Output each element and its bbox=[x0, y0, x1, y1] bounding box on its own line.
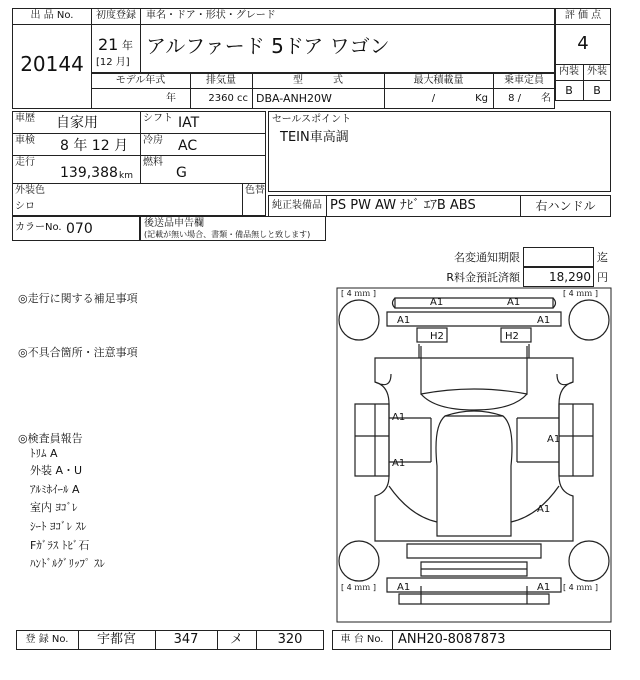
damage-side-left-1: A1 bbox=[392, 412, 406, 423]
fuel: G bbox=[176, 165, 187, 181]
color-no-label: カラーNo. bbox=[15, 222, 62, 233]
name-change-suffix: 迄 bbox=[597, 251, 608, 264]
car-name: アルファード 5ドア ワゴン bbox=[146, 34, 390, 58]
damage-side-right-2: A1 bbox=[537, 504, 551, 515]
recycle-label: R料金預託済額 bbox=[446, 271, 520, 284]
name-change-label: 名変通知期限 bbox=[454, 251, 520, 264]
driving-notes-label: ◎走行に関する補足事項 bbox=[18, 292, 138, 305]
first-reg-label: 初度登録 bbox=[96, 10, 136, 21]
tire-front-left bbox=[339, 300, 379, 340]
post-send-label: 後送品申告欄 bbox=[144, 218, 204, 229]
exterior-grade: B bbox=[593, 84, 601, 97]
lot-no-label: 出 品 No. bbox=[30, 10, 74, 21]
fuel-label: 燃料 bbox=[143, 157, 163, 168]
damage-side-right-1: A1 bbox=[547, 434, 561, 445]
tire-rear-left bbox=[339, 541, 379, 581]
shift-label: シフト bbox=[143, 113, 173, 124]
post-send-note: (記載が無い場合、書類・備品無しと致します) bbox=[144, 230, 311, 239]
model-year-unit: 年 bbox=[166, 93, 176, 104]
damage-front-bumper-left: A1 bbox=[430, 297, 444, 308]
score-label: 評 価 点 bbox=[564, 10, 602, 21]
score: 4 bbox=[577, 33, 589, 54]
damage-side-left-2: A1 bbox=[392, 458, 406, 469]
tire-rear-right bbox=[569, 541, 609, 581]
first-reg-month: [12 月] bbox=[96, 57, 130, 68]
lot-no: 20144 bbox=[20, 52, 84, 76]
tire-depth-front-left: [ 4 ｍｍ ] bbox=[341, 289, 376, 298]
tire-depth-front-right: [ 4 ｍｍ ] bbox=[563, 289, 598, 298]
color-change-label: 色替 bbox=[245, 185, 265, 196]
recycle-unit: 円 bbox=[597, 271, 608, 284]
sales-point: TEIN車高調 bbox=[280, 130, 349, 145]
mileage: 139,388 bbox=[60, 165, 118, 181]
name-change-value bbox=[523, 247, 594, 267]
inspector-line: 室内 ﾖｺﾞﾚ bbox=[30, 501, 78, 514]
max-load-value: / Kg bbox=[431, 93, 488, 104]
damage-rear-left: A1 bbox=[397, 582, 411, 593]
first-reg-year-unit: 年 bbox=[122, 39, 133, 52]
inspection-label: 車検 bbox=[15, 135, 35, 146]
inspector-line: Fｶﾞﾗｽ ﾄﾋﾞ石 bbox=[30, 539, 90, 552]
shift: IAT bbox=[178, 115, 200, 131]
tire-depth-rear-right: [ 4 ｍｍ ] bbox=[563, 583, 598, 592]
damage-rear-right: A1 bbox=[537, 582, 551, 593]
defect-notes-label: ◎不具合箇所・注意事項 bbox=[18, 346, 138, 359]
tire-front-right bbox=[569, 300, 609, 340]
details-box bbox=[12, 111, 266, 216]
interior-grade: B bbox=[565, 84, 573, 97]
registration-class: 347 bbox=[173, 632, 199, 647]
color-no: 070 bbox=[66, 221, 93, 237]
type: DBA-ANH20W bbox=[256, 92, 332, 105]
inspector-line: 外装 A・U bbox=[30, 464, 83, 477]
model-year-label: モデル年式 bbox=[115, 75, 166, 86]
history-label: 車歴 bbox=[15, 113, 35, 124]
inspector-line: ﾄﾘﾑ A bbox=[30, 447, 58, 460]
tire-depth-rear-left: [ 4 ｍｍ ] bbox=[341, 583, 376, 592]
car-damage-diagram bbox=[335, 286, 613, 624]
equipment-label: 純正装備品 bbox=[272, 200, 322, 211]
inspection: 8 年 12 月 bbox=[60, 138, 129, 154]
exterior-label: 外装 bbox=[587, 66, 607, 77]
registration-number: 320 bbox=[277, 632, 303, 647]
damage-light-left: H2 bbox=[430, 331, 444, 342]
inspector-line: ｼｰﾄ ﾖｺﾞﾚ ｽﾚ bbox=[30, 520, 87, 533]
first-reg-year: 21 bbox=[98, 35, 119, 54]
car-name-label: 車名・ドア・形状・グレード bbox=[146, 10, 276, 21]
history: 自家用 bbox=[56, 115, 98, 131]
type-label: 型 式 bbox=[293, 75, 343, 86]
damage-front-bumper-right: A1 bbox=[507, 297, 521, 308]
chassis-label: 車 台 No. bbox=[340, 634, 384, 645]
damage-front-left: A1 bbox=[397, 315, 411, 326]
handle: 右ハンドル bbox=[535, 199, 596, 213]
inspector-label: ◎検査員報告 bbox=[18, 432, 83, 445]
capacity-value: 8 / 名 bbox=[508, 93, 551, 104]
mileage-label: 走行 bbox=[15, 157, 35, 168]
equipment: PS PW AW ﾅﾋﾞ ｴｱB ABS bbox=[330, 198, 476, 213]
registration-area: 宇都宮 bbox=[96, 632, 136, 647]
interior-label: 内装 bbox=[559, 66, 579, 77]
mileage-unit: km bbox=[119, 171, 133, 181]
registration-label: 登 録 No. bbox=[25, 634, 69, 645]
sales-point-label: セールスポイント bbox=[272, 114, 352, 125]
displacement: 2360 cc bbox=[208, 93, 248, 104]
chassis-number: ANH20-8087873 bbox=[398, 632, 506, 647]
registration-kana: メ bbox=[229, 632, 243, 647]
recycle-value: 18,290 bbox=[549, 270, 591, 284]
inspector-line: ｱﾙﾐﾎｲｰﾙ A bbox=[30, 483, 80, 496]
capacity-label: 乗車定員 bbox=[504, 75, 544, 86]
ac: AC bbox=[178, 138, 198, 154]
inspector-line: ﾊﾝﾄﾞﾙｸﾞﾘｯﾌﾟ ｽﾚ bbox=[30, 557, 105, 570]
max-load-label: 最大積載量 bbox=[413, 75, 464, 86]
damage-front-right: A1 bbox=[537, 315, 551, 326]
damage-light-right: H2 bbox=[505, 331, 519, 342]
displacement-label: 排気量 bbox=[206, 75, 236, 86]
color-label: 外装色 bbox=[15, 185, 45, 196]
color: シロ bbox=[15, 201, 35, 212]
ac-label: 冷房 bbox=[143, 135, 163, 146]
